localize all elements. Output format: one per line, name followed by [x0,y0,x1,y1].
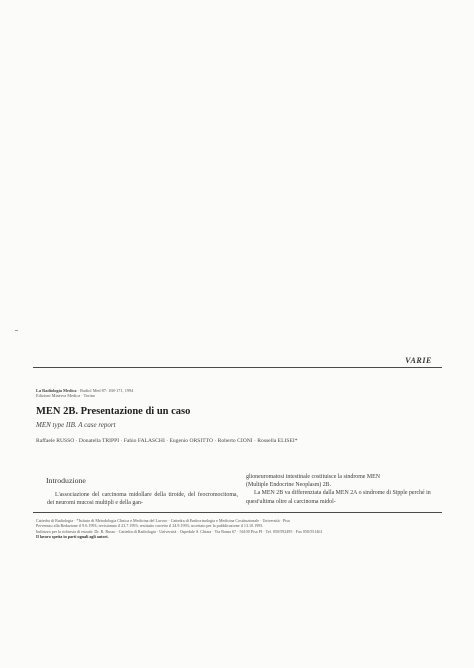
journal-name: La Radiologia Medica [36,388,77,393]
right-column [246,473,442,506]
right-paragraph-2: La MEN 2B va differenziata dalla MEN 2A o sindrome di Sipple perché in quest'ultima oltre al carcinoma midol- [246,490,431,505]
scan-speck [15,330,18,331]
left-column [47,491,238,507]
footnote-address: Indirizzo per la richiesta di estratti: Dr. R. Russo · Cattedra di Radiologia · Università · Ospedale S. Chiara · Via Roma 67 · 56100 Pisa PI · Tel. 050/592495 · Fax 050/551461 [36,528,323,534]
header-rule [33,367,442,368]
right-line-2: (Multiple Endocrine Neoplasm) 2B. [246,482,332,489]
article-subtitle: MEN type IIB. A case report [36,421,116,429]
journal-line-2: Edizioni Minerva Medica · Torino [36,393,96,399]
footnote-note: Il lavoro spetta in parti uguali agli autori. [36,533,109,539]
section-heading: Introduzione [46,476,86,485]
article-title: MEN 2B. Presentazione di un caso [36,406,191,417]
journal-ref: · Radiol Med 87: 168-171, 1994 [76,388,134,393]
journal-citation [36,388,256,399]
footnote-dates: Pervenuto alla Redazione il 9.6.1993; revisionato il 23.7.1993; restituito corretto il 24.9.1993; accettato per la pubblicazione il 13.10.1993. [36,523,264,529]
section-tag: VARIE [405,356,432,365]
right-line-1: glioneuromatosi intestinale costituisce la sindrome MEN [246,474,380,480]
footnote [36,518,442,539]
intro-paragraph: L'associazione del carcinoma midollare della tiroide, del feocromocitoma, dei neuromi mucosi multipli e della gan- [47,492,238,507]
article-authors: Raffaele RUSSO · Donatella TRIPPI · Fabio FALASCHI · Eugenio ORSITTO · Roberto CIONI · Rossella ELISEI* [36,438,298,444]
footnote-rule [33,512,442,513]
footnote-affiliation: Cattedra di Radiologia · *Istituto di Metodologia Clinica e Medicina del Lavoro · Cattedra di Endocrinologia e Medicina Costituzionale · Università · Pisa [36,518,290,523]
